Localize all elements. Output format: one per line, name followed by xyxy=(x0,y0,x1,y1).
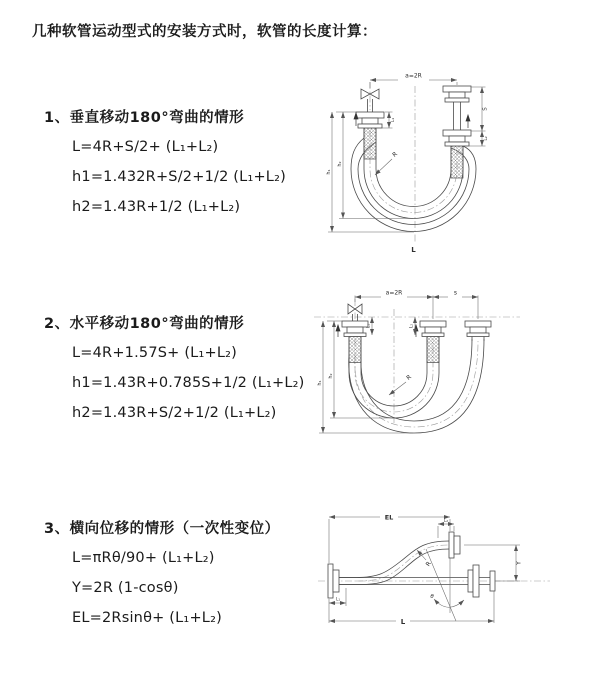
dim-label-span: a=2R xyxy=(385,289,403,297)
hose-outline xyxy=(349,337,484,433)
section-1 xyxy=(44,106,286,222)
section-3 xyxy=(44,517,280,633)
lateral-displacement-drawing xyxy=(298,503,566,643)
angle-construction xyxy=(426,549,464,621)
dim-label-offset: Y xyxy=(515,561,523,565)
formula-h1: h1=1.43R+0.785S+1/2 (L₁+L₂) xyxy=(72,375,305,391)
dim-label-length: L xyxy=(400,618,406,626)
formula-h2: h2=1.43R+S/2+1/2 (L₁+L₂) xyxy=(72,405,277,421)
dim-label-fitting-left: L₁ xyxy=(365,323,371,329)
formula-length: L=4R+1.57S+ (L₁+L₂) xyxy=(72,345,237,361)
diagram-vertical-180-bend xyxy=(312,66,532,266)
section-2-heading: 2、水平移动180°弯曲的情形 xyxy=(44,316,245,332)
dim-label-shift: s xyxy=(453,289,458,297)
formula-length: L=πRθ/90+ (L₁+L₂) xyxy=(72,550,215,566)
section-2 xyxy=(44,312,305,428)
fittings xyxy=(342,304,491,341)
formula-h1: h1=1.432R+S/2+1/2 (L₁+L₂) xyxy=(72,169,286,185)
vertical-bend-drawing xyxy=(312,66,532,262)
centerlines xyxy=(314,299,520,427)
hose-outline xyxy=(339,541,449,585)
dim-label-fitting-left: L₁ xyxy=(335,596,341,602)
dim-label-h1: h₁ xyxy=(326,169,332,175)
centerlines xyxy=(370,82,457,244)
diagram-horizontal-180-bend xyxy=(310,283,538,467)
dim-label-radius: R xyxy=(391,150,399,159)
dim-label-stroke: S xyxy=(482,107,489,111)
dimension-lines xyxy=(329,517,520,623)
formula-offset: Y=2R (1-cosθ) xyxy=(72,580,179,596)
formula-h2: h2=1.43R+1/2 (L₁+L₂) xyxy=(72,199,241,215)
section-2-formulas xyxy=(44,338,305,428)
section-1-formulas xyxy=(44,132,286,222)
dim-label-length: L xyxy=(411,246,416,254)
dim-label-h1: h₁ xyxy=(317,380,323,386)
section-1-heading: 1、垂直移动180°弯曲的情形 xyxy=(44,110,245,126)
dim-label-h2: h₂ xyxy=(337,161,343,167)
dim-label-fitting-right: L₂ xyxy=(484,136,489,141)
formula-length: L=4R+S/2+ (L₁+L₂) xyxy=(72,139,219,155)
dim-label-radius: R xyxy=(424,560,433,568)
dimension-lines xyxy=(319,296,478,434)
dim-label-fitting-top: L₂ xyxy=(443,518,449,523)
formula-effective-length: EL=2Rsinθ+ (L₁+L₂) xyxy=(72,610,222,626)
diagram-lateral-displacement xyxy=(298,503,566,647)
dim-label-fitting-mid: L₂ xyxy=(408,323,414,329)
section-3-heading: 3、横向位移的情形（一次性变位） xyxy=(44,521,280,537)
dim-label-fitting-left: L₁ xyxy=(391,117,396,123)
section-3-formulas xyxy=(44,543,280,633)
dim-label-radius: R xyxy=(405,373,413,382)
dim-label-span: a=2R xyxy=(405,72,422,80)
fittings xyxy=(328,532,460,598)
dim-label-angle: θ xyxy=(430,594,434,600)
horizontal-bend-drawing xyxy=(310,283,538,463)
dim-label-effective-length: EL xyxy=(384,513,394,522)
dim-label-h2: h₂ xyxy=(328,373,334,379)
page-title: 几种软管运动型式的安装方式时，软管的长度计算： xyxy=(32,24,377,40)
